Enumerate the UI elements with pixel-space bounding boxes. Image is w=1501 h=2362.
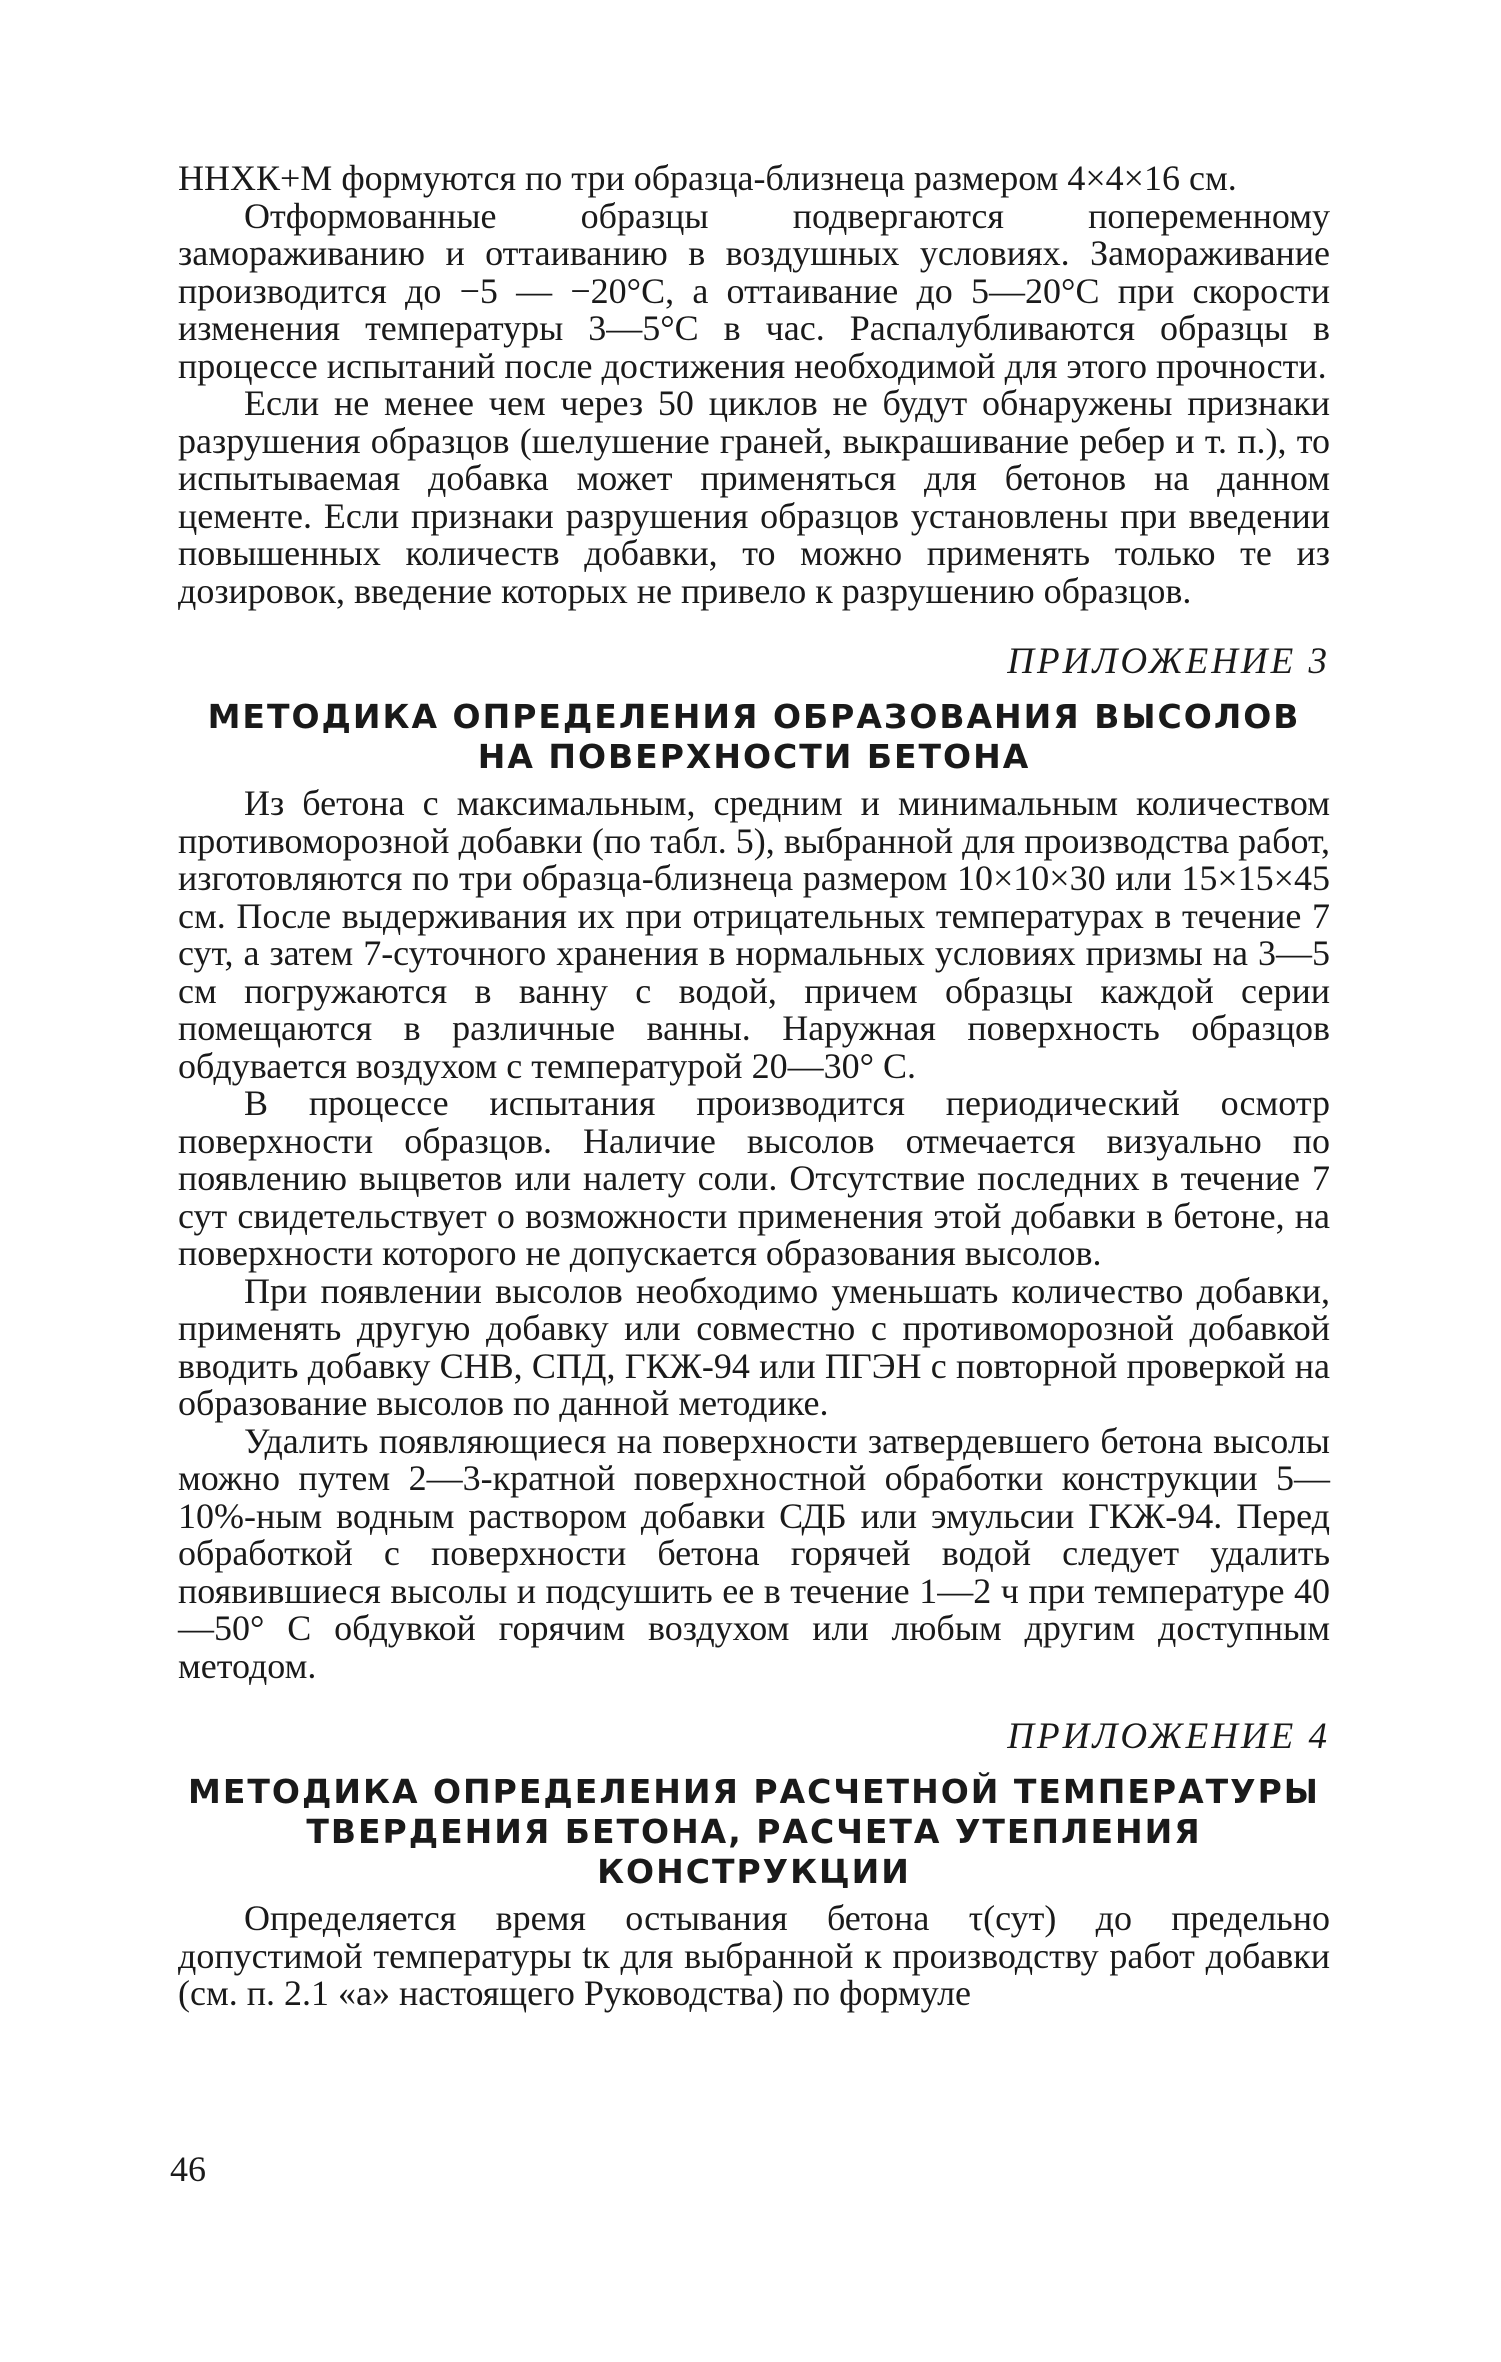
page-body	[178, 160, 1330, 2013]
paragraph: ННХК+М формуются по три образца-близнеца размером 4×4×16 см.	[178, 158, 1237, 198]
appendix-4-title	[178, 1772, 1330, 1892]
appendix-4-label: ПРИЛОЖЕНИЕ 4	[1007, 1716, 1330, 1757]
appendix-3-title-line: МЕТОДИКА ОПРЕДЕЛЕНИЯ ОБРАЗОВАНИЯ ВЫСОЛОВ	[207, 697, 1301, 736]
paragraph: При появлении высолов необходимо уменьшать количество добавки, применять другую добавку или совместно с противоморозной добавкой вводить добавку СНВ, СПД, ГКЖ-94 или ПГЭН с повторной проверкой на образование высолов по данной методике.	[178, 1270, 1330, 1423]
paragraph: Удалить появляющиеся на поверхности затвердевшего бетона высолы можно путем 2—3-кратной поверхностной обработки конструкции 5—10%-ным водным раствором добавки СДБ или эмульсии ГКЖ-94. Перед обработкой с поверхности бетона горячей водой следует удалить появившиеся высолы и подсушить ее в течение 1—2 ч при температуре 40—50° С обдувкой горячим воздухом или любым другим доступным методом.	[178, 1420, 1330, 1686]
appendix-4-title-line: МЕТОДИКА ОПРЕДЕЛЕНИЯ РАСЧЕТНОЙ ТЕМПЕРАТУРЫ	[188, 1772, 1320, 1811]
paragraph: Из бетона с максимальным, средним и минимальным количеством противоморозной добавки (по табл. 5), выбранной для производства работ, изготовляются по три образца-близнеца размером 10×10×30 или 15×15×45 см. После выдерживания их при отрицательных температурах в течение 7 сут, а затем 7-суточного хранения в нормальных условиях призмы на 3—5 см погружаются в ванну с водой, причем образцы каждой серии помещаются в различные ванны. Наружная поверхность образцов обдувается воздухом с температурой 20—30° С.	[178, 783, 1330, 1086]
paragraph: В процессе испытания производится периодический осмотр поверхности образцов. Наличие высолов отмечается визуально по появлению выцветов или налету соли. Отсутствие последних в течение 7 сут свидетельствует о возможности применения этой добавки в бетоне, на поверхности которого не допускается образования высолов.	[178, 1083, 1330, 1273]
appendix-3-title	[178, 697, 1330, 777]
paragraph: Отформованные образцы подвергаются попеременному замораживанию и оттаиванию в воздушных условиях. Замораживание производится до −5 — −20°С, а оттаивание до 5—20°С при скорости изменения температуры 3—5°С в час. Распалубливаются образцы в процессе испытаний после достижения необходимой для этого прочности.	[178, 195, 1330, 386]
appendix-4-title-line: ТВЕРДЕНИЯ БЕТОНА, РАСЧЕТА УТЕПЛЕНИЯ	[306, 1812, 1202, 1851]
appendix-3-title-line: НА ПОВЕРХНОСТИ БЕТОНА	[477, 737, 1031, 776]
appendix-4-title-line: КОНСТРУКЦИИ	[597, 1852, 911, 1891]
paragraph: Если не менее чем через 50 циклов не будут обнаружены признаки разрушения образцов (шелушение граней, выкрашивание ребер и т. п.), то испытываемая добавка может применяться для бетонов на данном цементе. Если признаки разрушения образцов установлены при введении повышенных количеств добавки, то можно применять только те из дозировок, введение которых не привело к разрушению образцов.	[178, 383, 1330, 611]
appendix-3-label: ПРИЛОЖЕНИЕ 3	[1007, 641, 1330, 682]
paragraph: Определяется время остывания бетона τ(сут) до предельно допустимой температуры tк для выбранной к производству работ добавки (см. п. 2.1 «а» настоящего Руководства) по формуле	[178, 1898, 1330, 2013]
page-number: 46	[170, 2149, 206, 2189]
